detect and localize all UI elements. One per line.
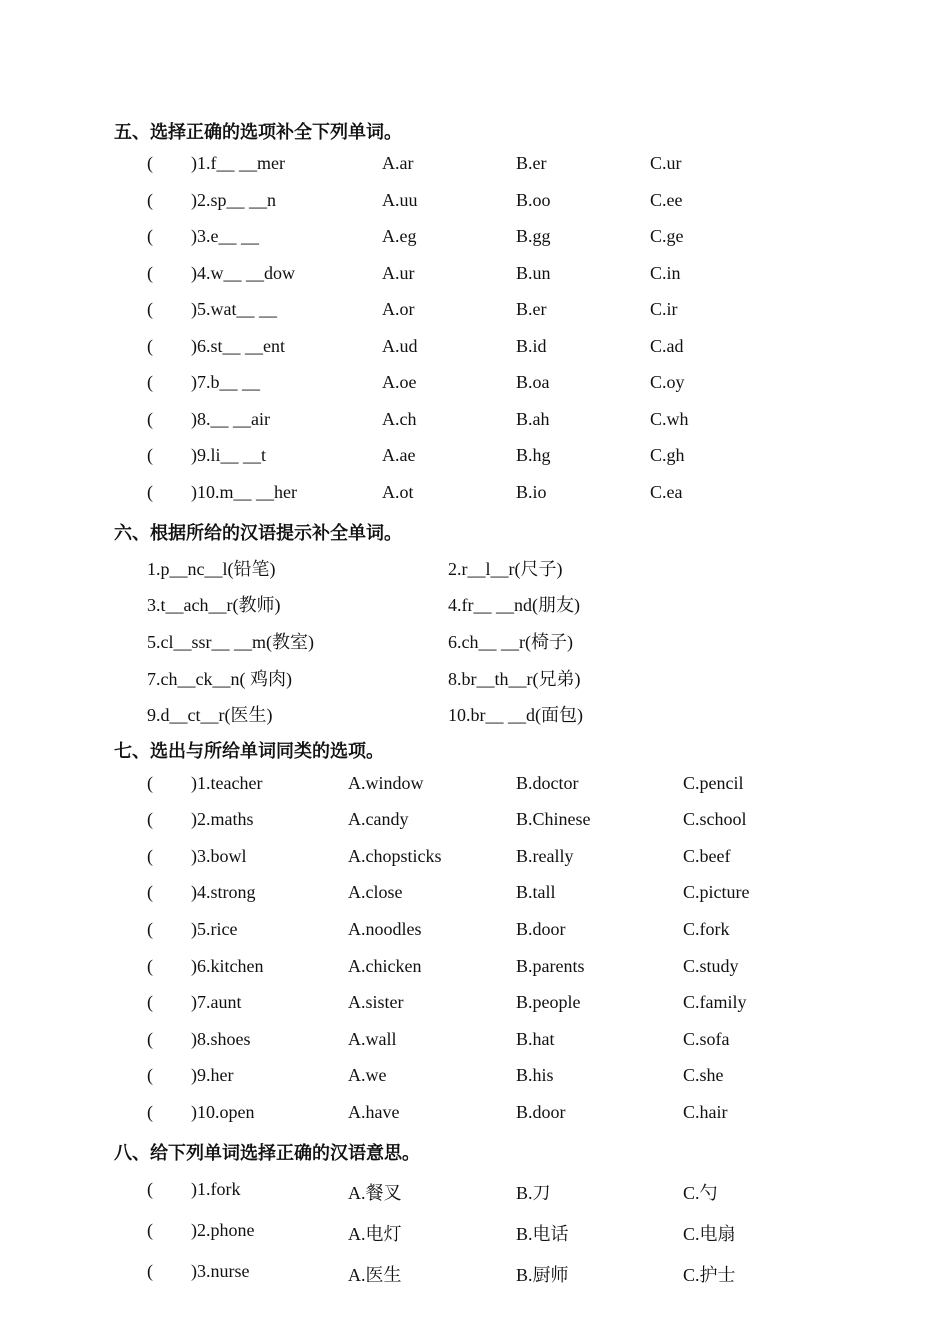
option-a: A.ae xyxy=(382,445,416,465)
question-text: )7.aunt xyxy=(191,992,242,1012)
option-c: C.ge xyxy=(650,226,684,246)
question-row xyxy=(0,336,950,360)
fill-row xyxy=(0,665,950,689)
question-text: )10.m__ __her xyxy=(191,482,297,502)
question-text: )6.st__ __ent xyxy=(191,336,285,356)
option-c: C.ir xyxy=(650,299,678,319)
question-row xyxy=(0,882,950,906)
question-row xyxy=(0,226,950,250)
fill-row xyxy=(0,555,950,579)
question-text: )5.rice xyxy=(191,919,238,939)
option-c: C.ea xyxy=(650,482,683,502)
option-a: A.电灯 xyxy=(348,1224,402,1244)
answer-blank[interactable]: ( xyxy=(147,919,153,939)
option-b: B.door xyxy=(516,1102,566,1122)
question-text: )3.nurse xyxy=(191,1261,250,1281)
question-text: )4.strong xyxy=(191,882,256,902)
option-c: C.ee xyxy=(650,190,683,210)
option-b: B.really xyxy=(516,846,574,866)
option-a: A.ud xyxy=(382,336,418,356)
answer-blank[interactable]: ( xyxy=(147,299,153,319)
option-c: C.hair xyxy=(683,1102,728,1122)
option-a: A.ur xyxy=(382,263,415,283)
option-b: B.er xyxy=(516,153,547,173)
fill-word[interactable]: 10.br__ __d(面包) xyxy=(448,705,583,725)
option-b: B.oo xyxy=(516,190,551,210)
question-text: )1.fork xyxy=(191,1179,241,1199)
answer-blank[interactable]: ( xyxy=(147,809,153,829)
option-c: C.picture xyxy=(683,882,750,902)
option-c: C.fork xyxy=(683,919,730,939)
fill-row xyxy=(0,591,950,615)
section5-title: 五、选择正确的选项补全下列单词。 xyxy=(114,122,402,142)
option-b: B.doctor xyxy=(516,773,579,793)
option-c: C.in xyxy=(650,263,681,283)
question-row xyxy=(0,1102,950,1126)
question-row xyxy=(0,409,950,433)
fill-row xyxy=(0,628,950,652)
question-text: )7.b__ __ xyxy=(191,372,260,392)
answer-blank[interactable]: ( xyxy=(147,1261,153,1281)
option-c: C.wh xyxy=(650,409,689,429)
question-row xyxy=(0,919,950,943)
fill-word[interactable]: 8.br__th__r(兄弟) xyxy=(448,669,581,689)
question-row xyxy=(0,1029,950,1053)
fill-word[interactable]: 2.r__l__r(尺子) xyxy=(448,559,563,579)
option-a: A.sister xyxy=(348,992,404,1012)
answer-blank[interactable]: ( xyxy=(147,1179,153,1199)
question-row xyxy=(0,372,950,396)
answer-blank[interactable]: ( xyxy=(147,992,153,1012)
option-a: A.wall xyxy=(348,1029,397,1049)
fill-word[interactable]: 9.d__ct__r(医生) xyxy=(147,705,273,725)
answer-blank[interactable]: ( xyxy=(147,263,153,283)
question-row xyxy=(0,153,950,177)
option-b: B.gg xyxy=(516,226,551,246)
question-row xyxy=(0,482,950,506)
answer-blank[interactable]: ( xyxy=(147,445,153,465)
answer-blank[interactable]: ( xyxy=(147,226,153,246)
option-a: A.or xyxy=(382,299,415,319)
question-text: )6.kitchen xyxy=(191,956,264,976)
option-c: C.勺 xyxy=(683,1183,718,1203)
option-c: C.护士 xyxy=(683,1265,736,1285)
question-row xyxy=(0,992,950,1016)
option-c: C.study xyxy=(683,956,739,976)
answer-blank[interactable]: ( xyxy=(147,409,153,429)
question-text: )3.e__ __ xyxy=(191,226,259,246)
question-text: )1.f__ __mer xyxy=(191,153,285,173)
option-a: A.eg xyxy=(382,226,417,246)
question-row xyxy=(0,956,950,980)
fill-row xyxy=(0,701,950,725)
answer-blank[interactable]: ( xyxy=(147,1220,153,1240)
question-row xyxy=(0,1261,950,1285)
option-b: B.id xyxy=(516,336,547,356)
question-row xyxy=(0,1220,950,1244)
option-b: B.un xyxy=(516,263,551,283)
fill-word[interactable]: 1.p__nc__l(铅笔) xyxy=(147,559,276,579)
option-b: B.people xyxy=(516,992,581,1012)
option-a: A.close xyxy=(348,882,403,902)
question-text: )2.phone xyxy=(191,1220,255,1240)
answer-blank[interactable]: ( xyxy=(147,882,153,902)
option-a: A.we xyxy=(348,1065,387,1085)
fill-word[interactable]: 6.ch__ __r(椅子) xyxy=(448,632,573,652)
option-b: B.电话 xyxy=(516,1224,569,1244)
question-text: )2.maths xyxy=(191,809,254,829)
option-c: C.beef xyxy=(683,846,731,866)
question-row xyxy=(0,299,950,323)
answer-blank[interactable]: ( xyxy=(147,773,153,793)
answer-blank[interactable]: ( xyxy=(147,846,153,866)
section7-title: 七、选出与所给单词同类的选项。 xyxy=(114,741,384,761)
option-a: A.ar xyxy=(382,153,414,173)
question-text: )4.w__ __dow xyxy=(191,263,295,283)
answer-blank[interactable]: ( xyxy=(147,956,153,976)
option-c: C.ur xyxy=(650,153,682,173)
option-a: A.chicken xyxy=(348,956,422,976)
answer-blank[interactable]: ( xyxy=(147,1065,153,1085)
option-c: C.oy xyxy=(650,372,685,392)
question-row xyxy=(0,846,950,870)
option-b: B.parents xyxy=(516,956,585,976)
section8-title: 八、给下列单词选择正确的汉语意思。 xyxy=(114,1143,420,1163)
answer-blank[interactable]: ( xyxy=(147,1029,153,1049)
fill-word[interactable]: 4.fr__ __nd(朋友) xyxy=(448,595,580,615)
option-c: C.ad xyxy=(650,336,684,356)
option-c: C.pencil xyxy=(683,773,744,793)
option-c: C.family xyxy=(683,992,747,1012)
option-a: A.oe xyxy=(382,372,417,392)
question-text: )8.__ __air xyxy=(191,409,270,429)
question-text: )3.bowl xyxy=(191,846,247,866)
answer-blank[interactable]: ( xyxy=(147,153,153,173)
option-b: B.hg xyxy=(516,445,551,465)
option-b: B.hat xyxy=(516,1029,555,1049)
option-b: B.door xyxy=(516,919,566,939)
option-c: C.sofa xyxy=(683,1029,730,1049)
answer-blank[interactable]: ( xyxy=(147,1102,153,1122)
question-row xyxy=(0,1179,950,1203)
question-row xyxy=(0,1065,950,1089)
question-row xyxy=(0,190,950,214)
fill-word[interactable]: 3.t__ach__r(教师) xyxy=(147,595,281,615)
option-a: A.餐叉 xyxy=(348,1183,402,1203)
option-b: B.io xyxy=(516,482,547,502)
question-text: )8.shoes xyxy=(191,1029,251,1049)
option-b: B.his xyxy=(516,1065,554,1085)
option-a: A.uu xyxy=(382,190,418,210)
answer-blank[interactable]: ( xyxy=(147,190,153,210)
option-a: A.noodles xyxy=(348,919,422,939)
option-a: A.医生 xyxy=(348,1265,402,1285)
question-text: )5.wat__ __ xyxy=(191,299,277,319)
option-a: A.ch xyxy=(382,409,417,429)
answer-blank[interactable]: ( xyxy=(147,372,153,392)
answer-blank[interactable]: ( xyxy=(147,336,153,356)
question-row xyxy=(0,263,950,287)
option-c: C.电扇 xyxy=(683,1224,736,1244)
answer-blank[interactable]: ( xyxy=(147,482,153,502)
option-a: A.candy xyxy=(348,809,409,829)
question-row xyxy=(0,445,950,469)
option-a: A.chopsticks xyxy=(348,846,442,866)
question-text: )2.sp__ __n xyxy=(191,190,276,210)
question-text: )9.her xyxy=(191,1065,234,1085)
option-b: B.Chinese xyxy=(516,809,591,829)
fill-word[interactable]: 5.cl__ssr__ __m(教室) xyxy=(147,632,314,652)
option-a: A.have xyxy=(348,1102,400,1122)
option-b: B.ah xyxy=(516,409,550,429)
fill-word[interactable]: 7.ch__ck__n( 鸡肉) xyxy=(147,669,292,689)
option-a: A.window xyxy=(348,773,424,793)
option-c: C.gh xyxy=(650,445,685,465)
option-b: B.oa xyxy=(516,372,550,392)
question-row xyxy=(0,773,950,797)
question-text: )9.li__ __t xyxy=(191,445,266,465)
option-b: B.tall xyxy=(516,882,556,902)
option-b: B.刀 xyxy=(516,1183,551,1203)
option-a: A.ot xyxy=(382,482,414,502)
question-row xyxy=(0,809,950,833)
option-c: C.she xyxy=(683,1065,724,1085)
option-b: B.厨师 xyxy=(516,1265,569,1285)
section6-title: 六、根据所给的汉语提示补全单词。 xyxy=(114,523,402,543)
option-b: B.er xyxy=(516,299,547,319)
option-c: C.school xyxy=(683,809,747,829)
question-text: )10.open xyxy=(191,1102,255,1122)
question-text: )1.teacher xyxy=(191,773,263,793)
